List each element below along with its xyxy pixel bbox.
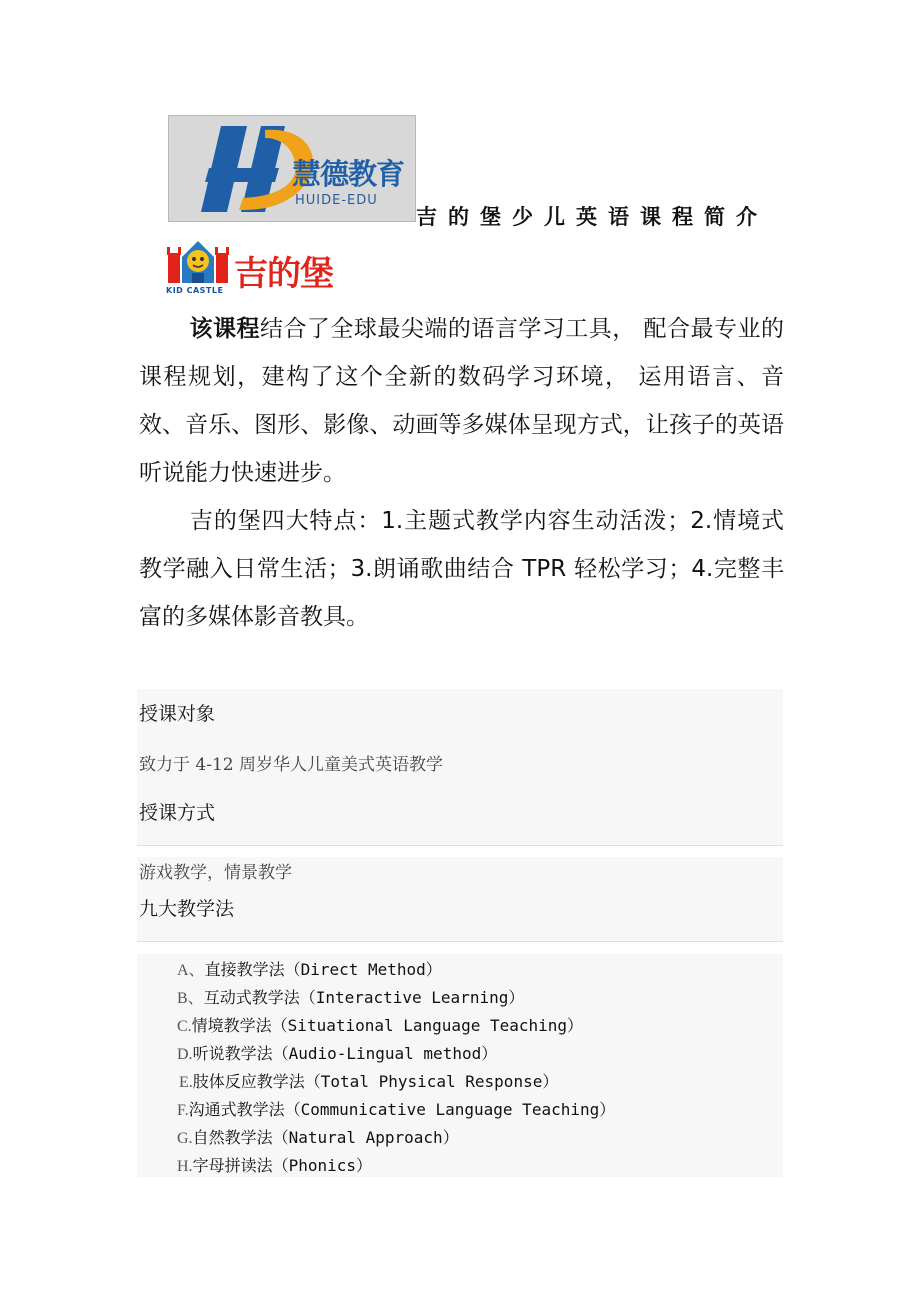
intro-text: 结合了全球最尖端的语言学习工具， 配合最专业的课程规划，建构了这个全新的数码学习环境， 运用语言、音效、音乐、图形、影像、动画等多媒体呈现方式，让孩子的英语听说能力快速进步。 — [139, 316, 784, 486]
intro-paragraph — [139, 305, 784, 497]
castle-icon — [164, 237, 234, 289]
method-item: D.听说教学法（Audio-Lingual method） — [177, 1044, 498, 1063]
intro-lead: 该课程 — [189, 316, 260, 342]
method-item: H.字母拼读法（Phonics） — [177, 1156, 372, 1175]
page-title: 吉的堡少儿英语课程简介 — [416, 205, 768, 229]
method-text: 游戏教学，情景教学 — [139, 863, 292, 883]
method-item: B、互动式教学法（Interactive Learning） — [177, 988, 525, 1007]
method-item: F.沟通式教学法（Communicative Language Teaching） — [177, 1100, 616, 1119]
kid-castle-logo — [164, 237, 332, 297]
huide-logo-cn: 慧德教育 — [292, 157, 405, 191]
features-paragraph — [139, 497, 784, 641]
huide-logo — [168, 115, 416, 222]
method-item: E.肢体反应教学法（Total Physical Response） — [179, 1072, 559, 1091]
method-heading: 授课方式 — [139, 802, 216, 824]
kid-castle-logo-en: KID CASTLE — [166, 286, 224, 295]
methods-list-panel — [137, 954, 783, 1177]
target-text: 致力于 4-12 周岁华人儿童美式英语教学 — [139, 755, 443, 775]
kid-castle-logo-cn: 吉的堡 — [234, 254, 333, 294]
method-item: C.情境教学法（Situational Language Teaching） — [177, 1016, 584, 1035]
method-item: G.自然教学法（Natural Approach） — [177, 1128, 459, 1147]
features-text: 吉的堡四大特点：1.主题式教学内容生动活泼；2.情境式教学融入日常生活；3.朗诵歌曲结合 TPR 轻松学习；4.完整丰富的多媒体影音教具。 — [139, 508, 784, 630]
nine-methods-heading: 九大教学法 — [139, 898, 235, 920]
method-item: A、直接教学法（Direct Method） — [177, 960, 442, 979]
method-panel — [137, 857, 783, 942]
target-panel — [137, 689, 783, 846]
huide-logo-en: HUIDE-EDU — [295, 193, 378, 208]
target-heading: 授课对象 — [139, 703, 216, 725]
